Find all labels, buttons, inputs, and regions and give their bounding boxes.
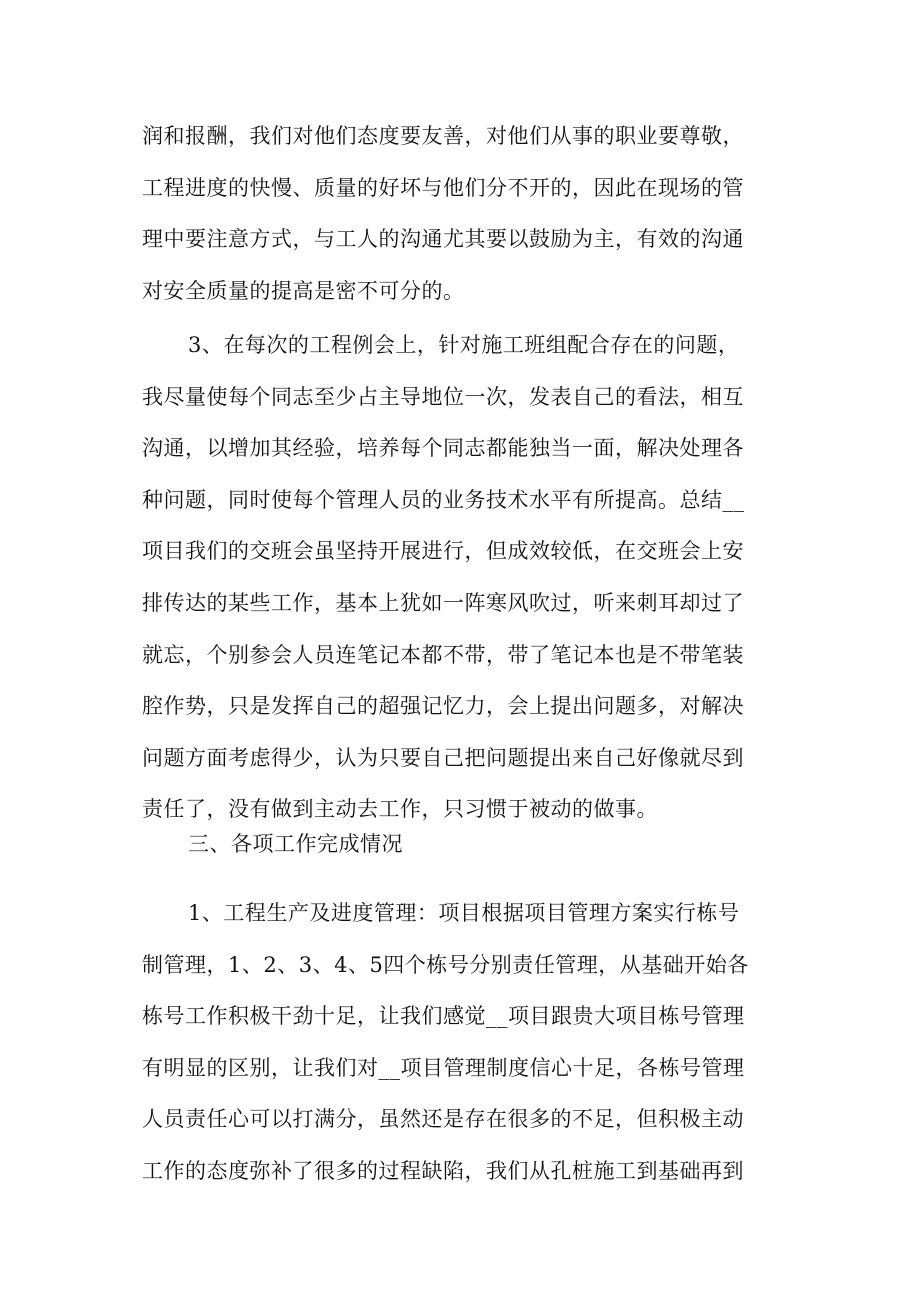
text-line: 有明显的区别，让我们对__项目管理制度信心十足，各栋号管理 (142, 1055, 745, 1080)
section-heading: 三、各项工作完成情况 (188, 832, 403, 856)
paragraph-3 (142, 888, 782, 1198)
text-line: 对安全质量的提高是密不可分的。 (142, 278, 465, 303)
text-line: 3、在每次的工程例会上，针对施工班组配合存在的问题， (188, 333, 740, 357)
text-line: 就忘，个别参会人员连笔记本都不带，带了笔记本也是不带笔装 (142, 642, 744, 667)
text-line: 润和报酬，我们对他们态度要友善，对他们从事的职业要尊敬， (142, 124, 744, 148)
text-line: 项目我们的交班会虽坚持开展进行，但成效较低，在交班会上安 (142, 539, 744, 564)
paragraph-1 (142, 111, 782, 317)
text-line: 人员责任心可以打满分，虽然还是存在很多的不足，但积极主动 (142, 1107, 744, 1132)
text-line: 栋号工作积极干劲十足，让我们感觉__项目跟贵大项目栋号管理 (142, 1004, 745, 1029)
section-heading-block (142, 819, 782, 871)
text-line: 腔作势，只是发挥自己的超强记忆力，会上提出问题多，对解决 (142, 694, 744, 719)
text-line: 责任了，没有做到主动去工作，只习惯于被动的做事。 (142, 797, 658, 822)
text-line: 工程进度的快慢、质量的好坏与他们分不开的，因此在现场的管 (142, 175, 744, 200)
text-line: 1、工程生产及进度管理：项目根据项目管理方案实行栋号 (188, 901, 740, 925)
text-line: 工作的态度弥补了很多的过程缺陷，我们从孔桩施工到基础再到 (142, 1158, 744, 1183)
text-line: 排传达的某些工作，基本上犹如一阵寒风吹过，听来刺耳却过了 (142, 590, 744, 615)
text-line: 制管理，1、2、3、4、5四个栋号分别责任管理，从基础开始各 (142, 952, 749, 977)
text-line: 问题方面考虑得少，认为只要自己把问题提出来自己好像就尽到 (142, 745, 744, 770)
paragraph-2 (142, 320, 782, 836)
text-line: 理中要注意方式，与工人的沟通尤其要以鼓励为主，有效的沟通 (142, 227, 744, 252)
text-line: 沟通，以增加其经验，培养每个同志都能独当一面，解决处理各 (142, 436, 744, 461)
text-line: 种问题，同时使每个管理人员的业务技术水平有所提高。总结__ (142, 487, 745, 512)
text-line: 我尽量使每个同志至少占主导地位一次，发表自己的看法，相互 (142, 384, 744, 409)
